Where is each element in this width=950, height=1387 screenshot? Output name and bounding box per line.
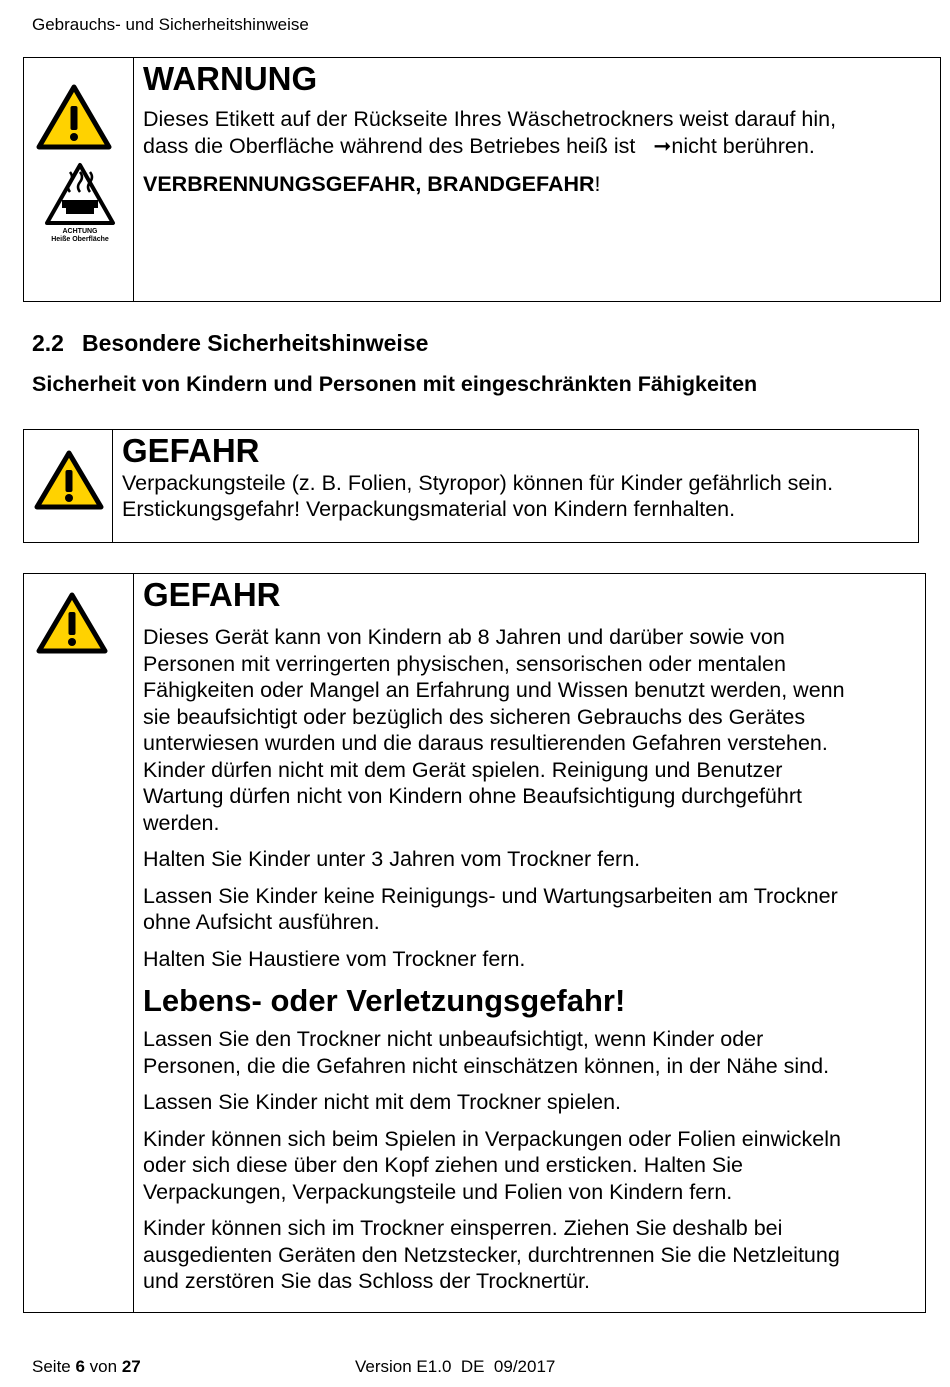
running-header: Gebrauchs- und Sicherheitshinweise bbox=[32, 15, 309, 34]
warning-emphasis-end: ! bbox=[594, 172, 601, 196]
warning-arrow-text: nicht berühren. bbox=[671, 133, 815, 158]
hot-surface-icon bbox=[44, 162, 116, 226]
danger-1-line-1: Verpackungsteile (z. B. Folien, Styropor) können für Kinder gefährlich sein. bbox=[122, 471, 834, 495]
warning-box bbox=[23, 57, 941, 302]
section-title: Besondere Sicherheitshinweise bbox=[82, 330, 429, 356]
danger-2-heading: GEFAHR bbox=[143, 576, 281, 613]
danger-2-para-8: Kinder können sich im Trockner einsperren. Ziehen Sie deshalb bei ausgedienten Geräten den Netzstecker, durchtrennen Sie die Netzleitung und zerstören Sie das Schloss der Trocknertür. bbox=[143, 1216, 840, 1293]
warning-heading: WARNUNG bbox=[143, 60, 318, 97]
danger-2-para-3: Lassen Sie Kinder keine Reinigungs- und Wartungsarbeiten am Trockner ohne Aufsicht ausführen. bbox=[143, 883, 838, 934]
warning-emphasis: VERBRENNUNGSGEFAHR, BRANDGEFAHR bbox=[143, 172, 595, 196]
warning-line-2: dass die Oberfläche während des Betriebes heiß ist bbox=[143, 133, 636, 158]
danger-2-subheading: Lebens- oder Verletzungsgefahr! bbox=[143, 983, 626, 1018]
danger-2-para-4: Halten Sie Haustiere vom Trockner fern. bbox=[143, 946, 526, 971]
warning-triangle-icon bbox=[36, 84, 112, 150]
danger-2-para-7: Kinder können sich beim Spielen in Verpackungen oder Folien einwickeln oder sich diese über den Kopf ziehen und ersticken. Halten Sie Verpackungen, Verpackungsteile und Folien von Kindern fern. bbox=[143, 1126, 841, 1204]
label-caption-1: ACHTUNG bbox=[62, 228, 98, 235]
label-caption-2: Heiße Oberfläche bbox=[51, 236, 109, 243]
danger-1-line-2: Erstickungsgefahr! Verpackungsmaterial von Kindern fernhalten. bbox=[122, 497, 736, 521]
danger-1-heading: GEFAHR bbox=[122, 432, 260, 469]
warning-line-1: Dieses Etikett auf der Rückseite Ihres Wäschetrockners weist darauf hin, bbox=[143, 107, 837, 131]
danger-box-1 bbox=[23, 429, 919, 543]
warning-triangle-icon bbox=[34, 450, 104, 510]
section-subtitle: Sicherheit von Kindern und Personen mit eingeschränkten Fähigkeiten bbox=[32, 372, 758, 396]
section-number: 2.2 bbox=[32, 330, 64, 356]
version-info: Version E1.0 DE 09/2017 bbox=[355, 1357, 556, 1376]
section-heading bbox=[32, 330, 428, 357]
arrow-right-icon: ➞ bbox=[653, 133, 672, 158]
danger-2-para-5: Lassen Sie den Trockner nicht unbeaufsichtigt, wenn Kinder oder Personen, die die Gefahren nicht einschätzen können, in der Nähe sind. bbox=[143, 1027, 830, 1078]
warning-triangle-icon bbox=[36, 592, 108, 654]
page-number: Seite 6 von 27 bbox=[32, 1357, 141, 1376]
danger-box-2 bbox=[23, 573, 926, 1313]
danger-2-para-6: Lassen Sie Kinder nicht mit dem Trockner spielen. bbox=[143, 1090, 622, 1114]
danger-2-para-1: Dieses Gerät kann von Kindern ab 8 Jahren und darüber sowie von Personen mit verringerten physischen, sensorischen oder mentalen Fähigkeiten oder Mangel an Erfahrung und Wissen benutzt werden, wenn sie beaufsichtigt oder bezüglich des sicheren Gebrauchs des Gerätes unterwiesen wurden und die daraus resultierenden Gefahren verstehen. Kinder dürfen nicht mit dem Gerät spielen. Reinigung und Benutzer Wartung dürfen nicht von Kindern ohne Beaufsichtigung durchgeführt werden. bbox=[143, 625, 845, 835]
danger-2-para-2: Halten Sie Kinder unter 3 Jahren vom Trockner fern. bbox=[143, 847, 641, 871]
